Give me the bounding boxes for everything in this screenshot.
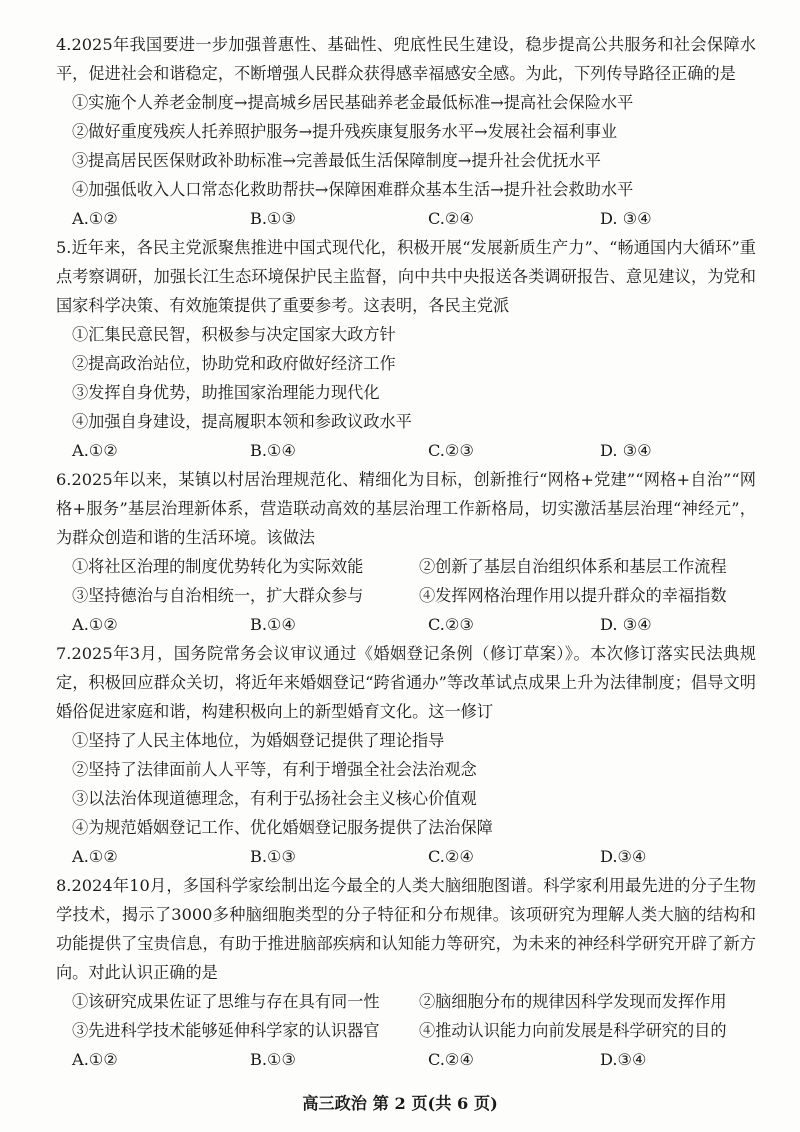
choice-d: D. ③④ xyxy=(600,615,652,634)
choice-b: B.①③ xyxy=(250,847,297,866)
option-statement: ③以法治体现道德理念，有利于弘扬社会主义核心价值观 xyxy=(72,789,477,808)
choice-c: C.②④ xyxy=(428,209,474,228)
page-footer: 高三政治 第 2 页(共 6 页) xyxy=(302,1094,498,1113)
choice-b: B.①④ xyxy=(250,615,297,634)
choice-b: B.①③ xyxy=(250,209,297,228)
choice-d: D. ③④ xyxy=(600,441,652,460)
option-statement: ②坚持了法律面前人人平等，有利于增强全社会法治观念 xyxy=(72,760,477,779)
answer-choices xyxy=(72,436,756,465)
option-statement: ②创新了基层自治组织体系和基层工作流程 xyxy=(419,557,727,576)
option-statement: ①实施个人养老金制度→提高城乡居民基础养老金最低标准→提高社会保险水平 xyxy=(72,93,634,112)
option-grid xyxy=(72,552,756,610)
question-8 xyxy=(56,871,756,1074)
answer-choices xyxy=(72,610,756,639)
option-statement: ②提高政治站位，协助党和政府做好经济工作 xyxy=(72,354,396,373)
choice-a: A.①② xyxy=(72,615,118,634)
answer-choices xyxy=(72,204,756,233)
exam-page xyxy=(56,30,756,1074)
option-statement: ④推动认识能力向前发展是科学研究的目的 xyxy=(419,1021,727,1040)
choice-c: C.②④ xyxy=(428,847,474,866)
choice-a: A.①② xyxy=(72,847,118,866)
option-statement: ①坚持了人民主体地位，为婚姻登记提供了理论指导 xyxy=(72,731,445,750)
question-stem: 8.2024年10月，多国科学家绘制出迄今最全的人类大脑细胞图谱。科学家利用最先进的分子生物学技术，揭示了3000多种脑细胞类型的分子特征和分布规律。该项研究为理解人类大脑的结构和功能提供了宝贵信息，有助于推进脑部疾病和认知能力等研究，为未来的神经科学研究开辟了新方向。对此认识正确的是 xyxy=(56,876,756,982)
choice-d: D. ③④ xyxy=(600,209,652,228)
question-stem: 5.近年来，各民主党派聚焦推进中国式现代化，积极开展“发展新质生产力”、“畅通国内大循环”重点考察调研，加强长江生态环境保护民主监督，向中共中央报送各类调研报告、意见建议，为党和国家科学决策、有效施策提供了重要参考。这表明，各民主党派 xyxy=(56,238,756,315)
choice-b: B.①④ xyxy=(250,441,297,460)
option-statement: ④加强低收入人口常态化救助帮扶→保障困难群众基本生活→提升社会救助水平 xyxy=(72,180,634,199)
question-4 xyxy=(56,30,756,233)
choice-d: D.③④ xyxy=(600,847,647,866)
option-statement: ②做好重度残疾人托养照护服务→提升残疾康复服务水平→发展社会福利事业 xyxy=(72,122,618,141)
choice-a: A.①② xyxy=(72,441,118,460)
option-grid xyxy=(72,987,756,1045)
choice-d: D.③④ xyxy=(600,1050,647,1069)
question-stem: 4.2025年我国要进一步加强普惠性、基础性、兜底性民生建设，稳步提高公共服务和社会保障水平，促进社会和谐稳定，不断增强人民群众获得感幸福感安全感。为此，下列传导路径正确的是 xyxy=(56,35,756,83)
choice-c: C.②④ xyxy=(428,1050,474,1069)
choice-c: C.②③ xyxy=(428,615,474,634)
option-statement: ①该研究成果佐证了思维与存在具有同一性 xyxy=(72,992,380,1011)
question-6 xyxy=(56,465,756,639)
option-statement: ③坚持德治与自治相统一，扩大群众参与 xyxy=(72,586,364,605)
choice-b: B.①③ xyxy=(250,1050,297,1069)
option-statement: ④为规范婚姻登记工作、优化婚姻登记服务提供了法治保障 xyxy=(72,818,493,837)
question-stem: 7.2025年3月，国务院常务会议审议通过《婚姻登记条例（修订草案）》。本次修订落实民法典规定，积极回应群众关切，将近年来婚姻登记“跨省通办”等改革试点成果上升为法律制度；倡导文明婚俗促进家庭和谐，构建积极向上的新型婚育文化。这一修订 xyxy=(56,644,756,721)
question-5 xyxy=(56,233,756,465)
option-statement: ②脑细胞分布的规律因科学发现而发挥作用 xyxy=(419,992,727,1011)
option-statement: ③发挥自身优势，助推国家治理能力现代化 xyxy=(72,383,380,402)
option-statement: ①将社区治理的制度优势转化为实际效能 xyxy=(72,557,364,576)
option-statement: ③先进科学技术能够延伸科学家的认识器官 xyxy=(72,1021,380,1040)
choice-c: C.②③ xyxy=(428,441,474,460)
option-statement: ④发挥网格治理作用以提升群众的幸福指数 xyxy=(419,586,727,605)
question-7 xyxy=(56,639,756,871)
option-statement: ③提高居民医保财政补助标准→完善最低生活保障制度→提升社会优抚水平 xyxy=(72,151,601,170)
choice-a: A.①② xyxy=(72,209,118,228)
question-stem: 6.2025年以来，某镇以村居治理规范化、精细化为目标，创新推行“网格+党建”“网格+自治”“网格+服务”基层治理新体系，营造联动高效的基层治理工作新格局，切实激活基层治理“神经元”，为群众创造和谐的生活环境。该做法 xyxy=(56,470,756,547)
option-statement: ①汇集民意民智，积极参与决定国家大政方针 xyxy=(72,325,396,344)
option-statement: ④加强自身建设，提高履职本领和参政议政水平 xyxy=(72,412,412,431)
choice-a: A.①② xyxy=(72,1050,118,1069)
answer-choices xyxy=(72,1045,756,1074)
answer-choices xyxy=(72,842,756,871)
